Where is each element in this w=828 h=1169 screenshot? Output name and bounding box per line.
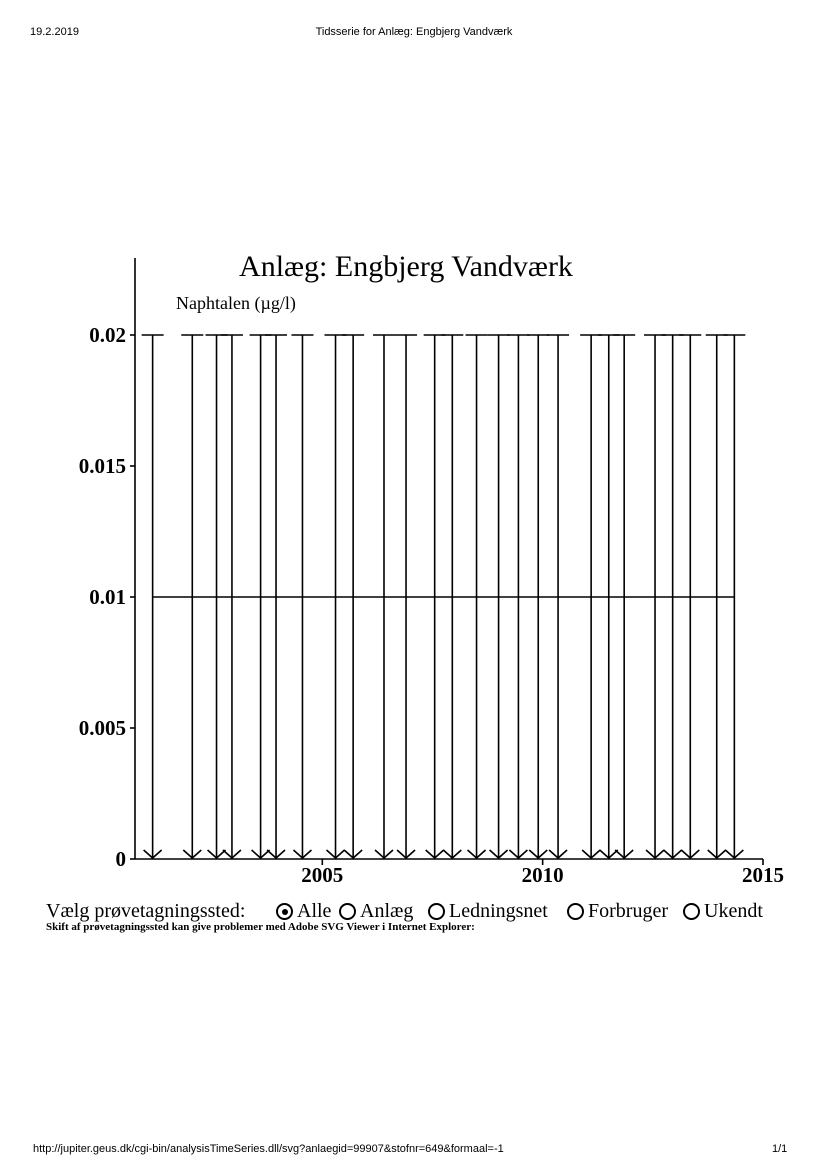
option-label: Ledningsnet — [449, 900, 548, 922]
axes — [79, 258, 784, 887]
x-tick-label: 2015 — [742, 863, 784, 887]
page-number: 1/1 — [772, 1143, 788, 1155]
y-axis-label: Naphtalen (µg/l) — [176, 293, 296, 313]
x-tick-label: 2010 — [521, 863, 564, 887]
y-tick-label: 0.005 — [78, 716, 126, 740]
print-date: 19.2.2019 — [30, 26, 79, 38]
y-tick-label: 0.02 — [89, 323, 126, 347]
print-url: http://jupiter.geus.dk/cgi-bin/analysisTimeSeries.dll/svg?anlaegid=99907&stofnr=649&formaal=-1 — [33, 1143, 504, 1155]
option-label: Anlæg — [360, 900, 414, 922]
selector-label: Vælg prøvetagningssted: — [46, 900, 246, 922]
radio-icon[interactable] — [567, 903, 584, 920]
option-anlaeg[interactable] — [339, 900, 413, 923]
viewer-warning-note: Skift af prøvetagningssted kan give problemer med Adobe SVG Viewer i Internet Explorer: — [46, 921, 475, 933]
radio-icon[interactable] — [276, 903, 293, 920]
option-label: Forbruger — [588, 900, 668, 922]
radio-icon[interactable] — [428, 903, 445, 920]
y-tick-label: 0.01 — [89, 585, 126, 609]
option-alle[interactable] — [276, 900, 331, 923]
data-marks — [142, 335, 746, 858]
option-ledningsnet[interactable] — [428, 900, 548, 923]
chart-title: Anlæg: Engbjerg Vandværk — [239, 250, 573, 283]
x-tick-label: 2005 — [301, 863, 344, 887]
option-ukendt[interactable] — [683, 900, 763, 923]
radio-icon[interactable] — [339, 903, 356, 920]
print-header-title: Tidsserie for Anlæg: Engbjerg Vandværk — [315, 26, 513, 38]
radio-icon[interactable] — [683, 903, 700, 920]
option-forbruger[interactable] — [567, 900, 668, 923]
y-tick-label: 0.015 — [78, 454, 126, 478]
option-label: Ukendt — [704, 900, 763, 922]
option-label: Alle — [297, 900, 332, 922]
y-tick-label: 0 — [115, 847, 126, 871]
